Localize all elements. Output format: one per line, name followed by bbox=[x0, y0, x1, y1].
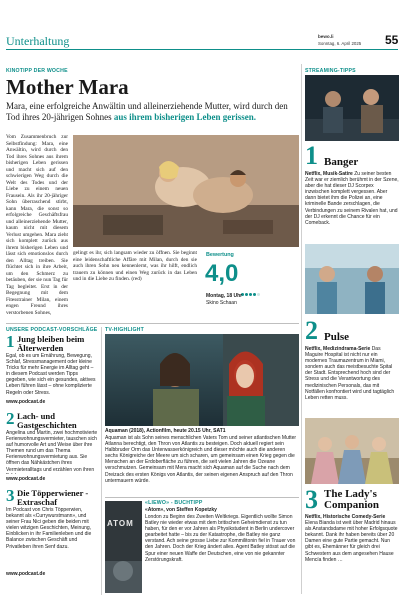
page-number: 55 bbox=[385, 33, 399, 47]
tv-kicker: TV-HIGHLIGHT bbox=[105, 327, 144, 333]
tv-bottom-rule bbox=[105, 497, 299, 498]
podcast-text-1: Egal, ob es um Ernährung, Bewegung, Schlaf, Stressmanagement oder kleine Tricks für mehr Energie im Alltag geht – in diesem Podcast werden Tipps gegeben, wie sich ein gesundes, aktives Leben führen lässt – ohne komplizierte Regeln oder Stress. bbox=[6, 353, 96, 396]
book-kicker: «LIEWO» - BUCHTIPP bbox=[145, 500, 203, 506]
showtime: Montag, 18 Uhr bbox=[206, 293, 243, 299]
venue: Skino Schaan bbox=[206, 300, 237, 306]
section-title: Unterhaltung bbox=[6, 34, 70, 48]
lead-bottom-rule bbox=[6, 323, 299, 324]
tv-photo bbox=[105, 334, 299, 426]
issue-date: Sonntag, 6. April 2025 bbox=[318, 41, 362, 46]
book-cover-art bbox=[105, 501, 142, 593]
lead-body-col1: Vom Zusammenbruch zur Selbstfindung: Mara, eine Anwältin, wird durch den Tod ihres Sohnes aus ihrem bisherigen Leben gerissen und macht sich auf den schwierigen Weg durch die Welt des Todes und der Liebe zu einem neuen Frausein. Als ihr 20-jähriger Sohn überraschend stirbt, kann Mara, die sonst so erfolgreiche Geschäftsfrau und alleinerziehende Mutter, kaum nicht mit diesem Verlust umgehen. Mara zieht sich komplett zurück aus ihrem bisherigen Leben und lässt sich emotionslos durch den Alltag treiben. Sie flüchtet sich in ihre Arbeit, um den Schmerz zu betäuben, der sie nun Tag für Tag begleitet. Erst in der Begegnung mit dem Fitesstrainer Milan, einem engen Freund ihres verstorbenen Sohnes, bbox=[6, 134, 68, 316]
stream-number-2: 2 bbox=[305, 316, 318, 345]
stream-text-2: Das Maguire Hospital ist nicht nur ein modernes Traumazentrum in Miami, sondern auch das meistbesuchte Spital der Stadt. Entsprechend hoch sind der Stress und die Verantwortung des medizinischen Personals, das mit Notfällen konfrontiert wird und tagtäglich Leben retten muss. bbox=[305, 346, 395, 401]
podcast-number-1: 1 bbox=[6, 332, 15, 351]
podcast-text-2: Angelina und Martin, zwei hochmotivierte Ferienwohnungsvermieter, tauschen sich auf humorvolle Art und Weise über ihre Themen rund um das Thema Ferienwohnungsvermietung aus. Sie öffnen das Nähkästchen ihres Vermieteralltags und erzählen von ihren bbox=[6, 430, 98, 473]
column-divider bbox=[301, 64, 302, 594]
book-text: London zu Beginn des Zweiten Weltkriegs. Eigentlich wollte Simon Batley nie wieder etwas mit dem britischen Geheimdienst zu tun haben, für den er vor Jahren als Physikstudent in Berlin undercover gearbeitet hatte – bis zu der Katastrophe, die Batley nie ganz verstand. Ach seine grosse Liebe zur Kommilitonin fiel in Trauer von den Jahren. Doch der Krieg ändert alles. Agent Batley stösst auf die Spur einer neuen Waffe der Deutschen, eine von nie gekannter Zerstörungskraft. bbox=[145, 514, 296, 563]
tv-photo-illustration bbox=[105, 334, 299, 426]
stream-photo-1-art bbox=[305, 75, 399, 141]
podcast-link-2[interactable]: www.podcast.de bbox=[6, 476, 46, 482]
stream-desc-1 bbox=[305, 171, 399, 239]
stream-photo-1 bbox=[305, 75, 399, 141]
podcast-number-3: 3 bbox=[6, 486, 15, 505]
stream-genre-2: Netflix, Medizindrama-Serie bbox=[305, 346, 371, 352]
stream-title-1: Banger bbox=[324, 156, 359, 168]
stream-desc-3 bbox=[305, 514, 399, 596]
podcast-number-2: 2 bbox=[6, 409, 15, 428]
podcast-kicker: UNSERE PODCAST-VORSCHLÄGE bbox=[6, 327, 98, 333]
lead-kicker: KINOTIPP DER WOCHE bbox=[6, 68, 68, 74]
rating-dots bbox=[241, 283, 261, 301]
tv-title-line: Aquaman (2018), Actionfilm, heute 20.15 Uhr, SAT1 bbox=[105, 428, 226, 434]
rating-dot bbox=[253, 293, 256, 296]
stream-title-2: Pulse bbox=[324, 331, 350, 343]
stream-title-3: The Lady's Companion bbox=[324, 488, 380, 511]
rating-value: 4,0 bbox=[205, 260, 239, 287]
stream-text-1: Zu seiner besten Zeit war er ziemlich berühmt in der Szene, aber die hat dieser DJ Scorpex inzwischen komplett vergessen. Aber dann bietet ihm die Polizei an, eine kriminelle Bande zerschlagen, die Verbindungen zu seinem Rivalen hat, und der DJ erkennt die Chance für ein Comeback. bbox=[305, 171, 399, 226]
header-rule bbox=[6, 49, 398, 50]
tv-text: Aquaman ist als Sohn seines menschlichen Vaters Tom und seiner atlantischen Mutter Atlanna berechtigt, den Thron von Atlantis zu besteigen. Doch aktuell regiert sein Halbbruder Orm das Unterwasserkönigreich und dieser möchte auch die anderen sechs Königreiche der Meere um sich scharen, um gemeinsam einen Krieg gegen die Menschen an der Erdoberfläche zu führen, die seit vielen Jahren die Ozeane verschmutzen. Gemeinsam mit Mera macht sich Aquaman auf die Suche nach dem Dreizack des ersten Königs von Atlantis, der seinen eigenen Anspruch auf den Thron untermauern würde. bbox=[105, 435, 297, 484]
stream-photo-3-art bbox=[305, 418, 399, 484]
book-cover bbox=[105, 501, 142, 593]
rating-dot bbox=[257, 293, 260, 296]
lead-deck-text: Mara, eine erfolgreiche Anwältin und alleinerziehende Mutter, wird durch den Tod ihres 20-jährigen Sohnes bbox=[6, 101, 288, 122]
brand-name: bewo.li bbox=[318, 34, 334, 39]
podcast-title-3: Die Töpperwiener - Extraschaf bbox=[17, 488, 89, 507]
stream-photo-2-art bbox=[305, 244, 399, 314]
podcast-text-3: Im Podcast von Chris Töpperwien, bekannt als «Currywurstmann», und seiner Frau Nici geben die beiden mit vielen witzigen Geschichten, Meinung, Einblicken in ihr Familienleben und die Balance zwischen Geschäft und Privatleben ihren Senf dazu. bbox=[6, 507, 92, 550]
lead-body-col2: gelingt es ihr, sich langsam wieder zu öffnen. Sie beginnt eine leidenschaftliche Affäre mit Milan, durch den sie auch ihren Sohn neu kennenlernt, was ihr hilft, endlich trauern zu können und einen Weg zurück in das Leben und in die Liebe zu finden. (red) bbox=[73, 250, 197, 282]
stream-desc-2 bbox=[305, 346, 399, 414]
podcast-title-2: Lach- und Gastgeschichten bbox=[17, 411, 77, 430]
book-cover-title: ATOM bbox=[107, 519, 134, 528]
stream-genre-1: Netflix, Musik-Satire bbox=[305, 171, 353, 177]
book-title-line: «Atom», von Steffen Kopetzky bbox=[145, 507, 217, 513]
lead-photo-illustration bbox=[73, 135, 299, 247]
lead-photo bbox=[73, 135, 299, 247]
stream-photo-3 bbox=[305, 418, 399, 484]
podcast-link-1[interactable]: www.podcast.de bbox=[6, 399, 46, 405]
streaming-kicker: STREAMING-TIPPS bbox=[305, 68, 356, 74]
rating-dot bbox=[245, 293, 248, 296]
stream-number-1: 1 bbox=[305, 141, 318, 170]
rating-label: Bewertung bbox=[206, 252, 234, 258]
lead-headline: Mother Mara bbox=[6, 75, 129, 99]
lead-deck bbox=[6, 101, 298, 122]
stream-genre-3: Netflix, Historische Comedy-Serie bbox=[305, 514, 386, 520]
podcast-divider bbox=[101, 327, 102, 595]
rating-dot bbox=[249, 293, 252, 296]
stream-number-3: 3 bbox=[305, 485, 318, 514]
stream-text-3: Elena Bianda ist weit über Madrid hinaus als Anstandsdame mit hoher Erfolgsquote bekannt. Dank ihr haben bereits über 20 Damen eine gute Partie gemacht. Nun gibt es, Ehemänner für gleich drei Schwestern aus dem angesehen Hause Mencía finden … bbox=[305, 520, 398, 563]
lead-deck-highlight: aus ihrem bisherigen Leben gerissen. bbox=[113, 111, 256, 122]
podcast-title-1: Jung bleiben beim Älterwerden bbox=[17, 334, 85, 353]
podcast-link-3[interactable]: www.podcast.de bbox=[6, 571, 46, 577]
stream-photo-2 bbox=[305, 244, 399, 314]
